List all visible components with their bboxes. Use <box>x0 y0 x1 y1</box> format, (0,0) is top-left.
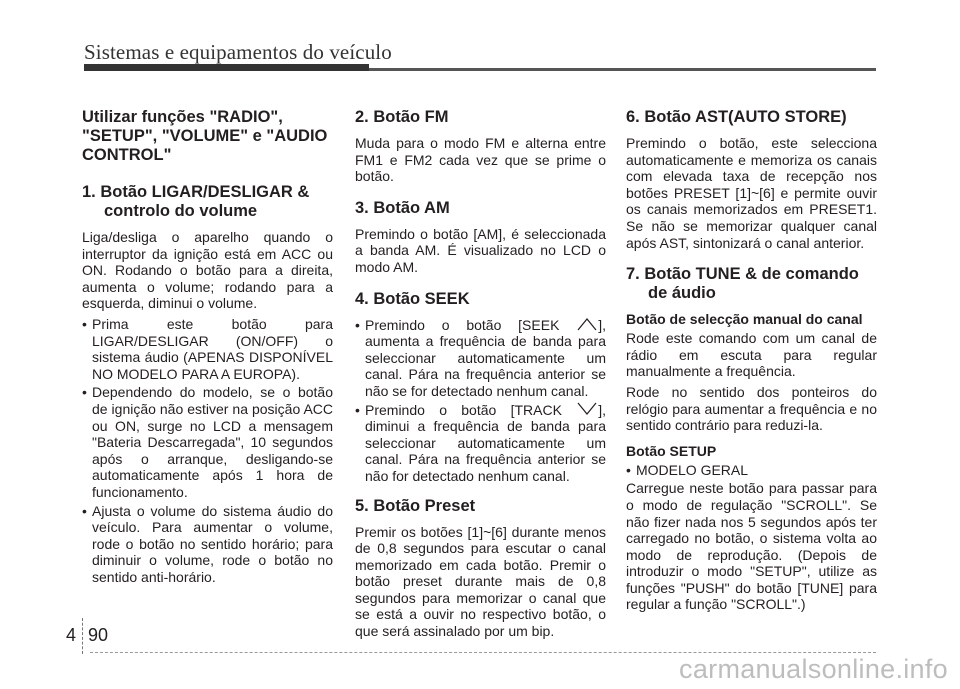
section-2-text: Muda para o modo FM e alterna entre FM1 e FM2 cada vez que se prime o botão. <box>355 135 606 185</box>
section-1-title: 1. Botão LIGAR/DESLIGAR & controlo do volume <box>82 183 310 220</box>
section-5-text: Premir os botões [1]~[6] durante menos de 0,8 segundos para escutar o canal memorizado em cada botão. Premir o botão preset durante mais de 0,8 segundos para memorizar o canal que se está a ouvir no respectivo botão, o que será assinalado por um bip. <box>355 523 606 640</box>
section-3-title: 3. Botão AM <box>355 198 450 217</box>
list-item: • MODELO GERAL <box>626 462 877 479</box>
section-6-title: 6. Botão AST(AUTO STORE) <box>626 108 847 126</box>
section-2-title: 2. Botão FM <box>355 108 449 126</box>
list-item: • Ajusta o volume do sistema áudio do veículo. Para aumentar o volume, rode o botão no sentido horário; para diminuir o volume, rode o botão no sentido anti-horário. <box>82 503 333 586</box>
track-text-post: ], diminui a frequência de banda para seleccionar automaticamente um canal. Pára na frequência anterior se não for detectado nenhum canal. <box>365 401 606 484</box>
seek-text-post: ], aumenta a frequência de banda para seleccionar automaticamente um canal. Pára na frequência anterior se não se for detectado nenhum canal. <box>365 316 606 399</box>
section-4-title: 4. Botão SEEK <box>355 289 470 308</box>
seek-text-pre: Premindo o botão [SEEK <box>365 316 577 333</box>
track-text-pre: Premindo o botão [TRACK <box>365 401 577 418</box>
column-3 <box>626 108 877 617</box>
subsection-setup-title: Botão SETUP <box>626 442 717 459</box>
subsection-manual-tuning-text-1: Rode este comando com um canal de rádio em escuta para regular manualmente a frequência. <box>626 330 877 380</box>
chevron-down-icon <box>576 402 598 416</box>
section-7-title: 7. Botão TUNE & de comando de áudio <box>626 265 859 303</box>
section-heading: Utilizar funções "RADIO", "SETUP", "VOLUME" e "AUDIO CONTROL" <box>82 108 328 164</box>
list-item: • Prima este botão para LIGAR/DESLIGAR (ON/OFF) o sistema áudio (APENAS DISPONÍVEL NO MODELO PARA A EUROPA). <box>82 316 333 382</box>
list-item: • Dependendo do modelo, se o botão de ignição não estiver na posição ACC ou ON, surge no LCD a mensagem "Bateria Descarregada", 10 segundos após o arranque, desligando-se automaticamente após 1 hora de funcionamento. <box>82 384 333 500</box>
section-3-text: Premindo o botão [AM], é seleccionada a banda AM. É visualizado no LCD o modo AM. <box>355 225 606 275</box>
footer-separator <box>82 618 83 654</box>
section-4-list <box>355 317 606 485</box>
column-1 <box>82 108 333 587</box>
subsection-manual-tuning-title: Botão de selecção manual do canal <box>626 311 863 328</box>
footer-section-number: 4 <box>66 625 77 645</box>
watermark: carmanualsonline.info <box>679 654 948 684</box>
section-1-text: Liga/desliga o aparelho quando o interruptor da ignição está em ACC ou ON. Rodando o botão para a direita, aumenta o volume; rodando para a esquerda, diminui o volume. <box>82 229 333 312</box>
chevron-up-icon <box>576 317 598 331</box>
subsection-setup-list <box>626 462 877 479</box>
list-item <box>355 402 606 485</box>
subsection-manual-tuning-text-2: Rode no sentido dos ponteiros do relógio para aumentar a frequência e no sentido contrário para reduzi-la. <box>626 383 877 434</box>
section-6-text: Premindo o botão, este selecciona automaticamente e memoriza os canais com elevada taxa de recepção nos botões PRESET [1]~[6] e permite ouvir os canais memorizados em PRESET1. Se não se memorizar qualquer canal após AST, sintonizará o canal anterior. <box>626 135 877 251</box>
list-item <box>355 317 606 400</box>
column-2 <box>355 108 606 644</box>
subsection-setup-text: Carregue neste botão para passar para o modo de regulação "SCROLL". Se não fizer nada nos 5 segundos após ter carregado no botão, o sistema volta ao modo de reprodução. (Depois de introduzir o modo "SETUP", utilize as funções "PUSH" do botão [TUNE] para regular a função "SCROLL".) <box>626 480 877 613</box>
footer-dotted-rule <box>90 652 876 653</box>
header-bar <box>84 64 369 71</box>
section-1-list <box>82 316 333 586</box>
footer-page-number: 90 <box>88 625 109 645</box>
section-5-title: 5. Botão Preset <box>355 496 476 515</box>
header-title: Sistemas e equipamentos do veículo <box>84 40 392 64</box>
